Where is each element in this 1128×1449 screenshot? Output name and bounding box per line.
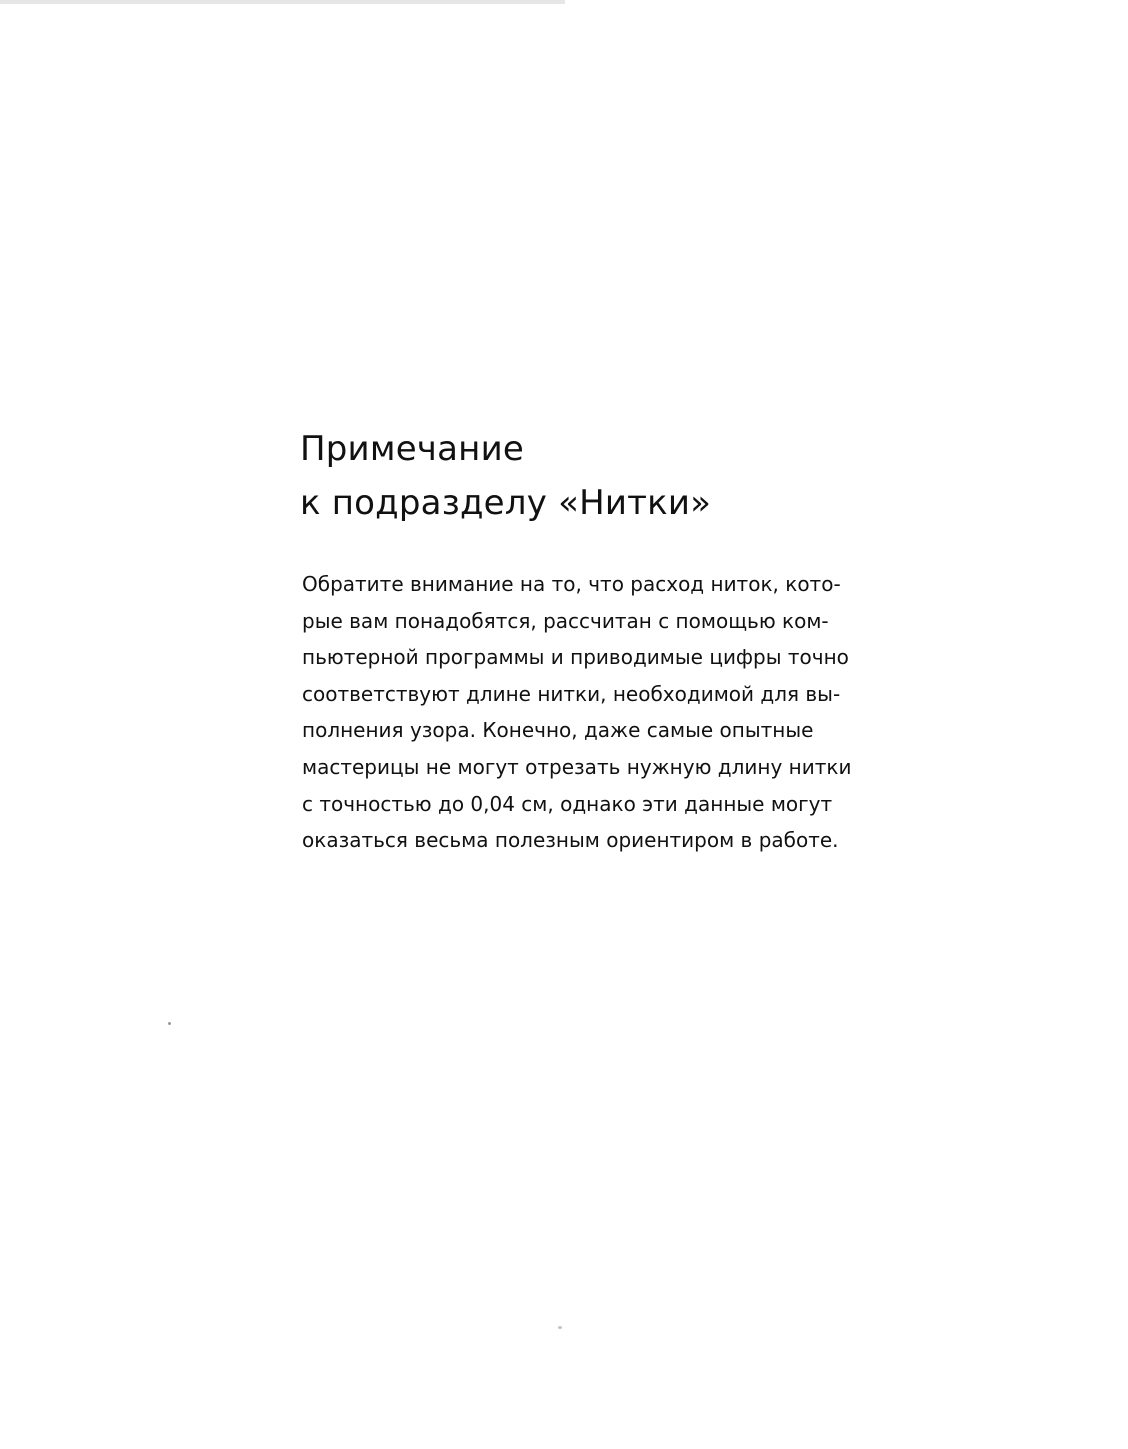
paragraph-line: с точностью до 0,04 см, однако эти данные могут bbox=[302, 791, 833, 816]
paragraph-line: Обратите внимание на то, что расход ниток, кото- bbox=[302, 572, 841, 596]
note-paragraph bbox=[302, 566, 942, 859]
paragraph-line: пьютерной программы и приводимые цифры точно bbox=[302, 645, 849, 670]
scan-speck bbox=[168, 1022, 171, 1025]
paragraph-line: соответствуют длине нитки, необходимой для вы- bbox=[302, 681, 841, 706]
title-line: к подразделу «Нитки» bbox=[300, 483, 712, 523]
paragraph-line: мастерицы не могут отрезать нужную длину нитки bbox=[302, 754, 852, 779]
scan-speck bbox=[558, 1326, 562, 1329]
section-title bbox=[300, 422, 940, 530]
title-line: Примечание bbox=[300, 429, 524, 469]
paragraph-line: полнения узора. Конечно, даже самые опытные bbox=[302, 718, 814, 743]
paragraph-line: рые вам понадобятся, рассчитан с помощью ком- bbox=[302, 608, 829, 633]
paragraph-line: оказаться весьма полезным ориентиром в работе. bbox=[302, 828, 839, 853]
